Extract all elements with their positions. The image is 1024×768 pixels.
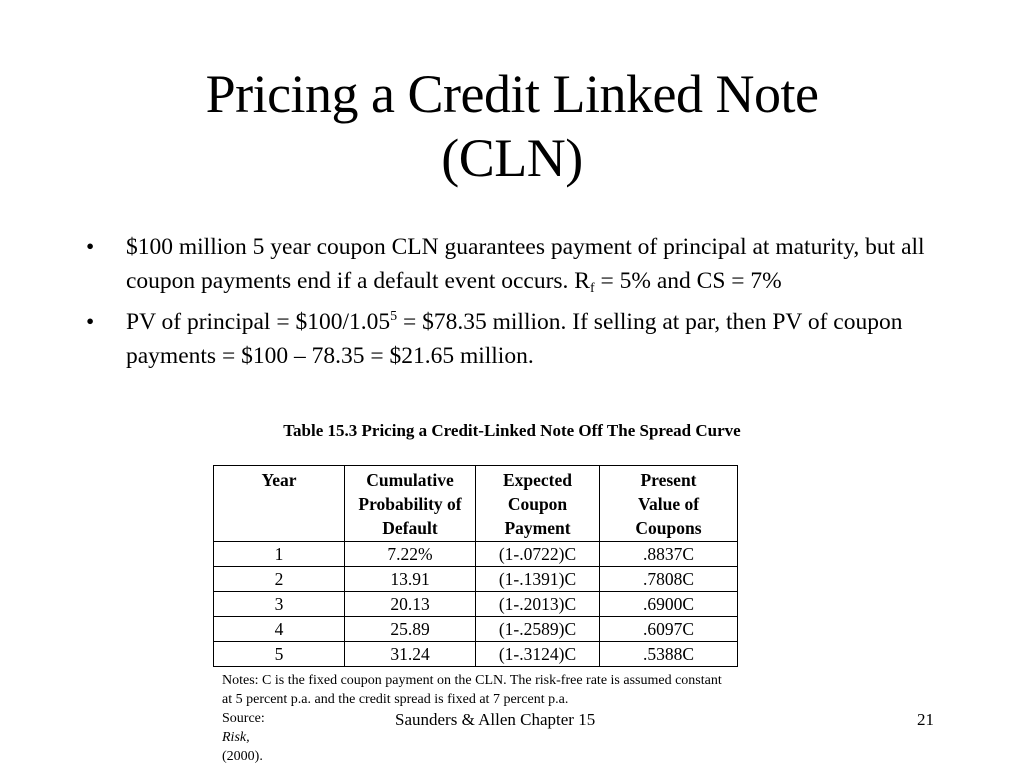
header-cumulative-probability <box>345 466 476 542</box>
slide-number: 21 <box>917 710 934 729</box>
table-header-row <box>214 466 738 542</box>
bullet-item <box>86 305 926 373</box>
cell-expected-coupon: (1-.1391)C <box>476 567 600 592</box>
slide-title-line-1: Pricing a Credit Linked Note <box>205 64 819 124</box>
cell-present-value: .8837C <box>600 542 738 567</box>
cell-cumulative-probability: 20.13 <box>345 592 476 617</box>
bullet-marker: • <box>86 309 95 335</box>
cln-pricing-table <box>213 465 738 667</box>
bullet-text: $100 million 5 year coupon CLN guarantees payment of principal at maturity, but all coupon payments end if a default event occurs. R <box>126 234 925 294</box>
cell-expected-coupon: (1-.0722)C <box>476 542 600 567</box>
footer-text: Saunders & Allen Chapter 15 <box>395 710 596 729</box>
cell-year: 5 <box>214 642 345 667</box>
source-year: (2000). <box>222 749 263 764</box>
cell-expected-coupon: (1-.2589)C <box>476 617 600 642</box>
cell-year: 4 <box>214 617 345 642</box>
table-row <box>214 592 738 617</box>
source-label: Source: <box>222 711 265 726</box>
header-line: Payment <box>504 518 571 538</box>
header-line: Coupons <box>635 518 702 538</box>
cell-present-value: .6900C <box>600 592 738 617</box>
table-row <box>214 617 738 642</box>
bullet-list <box>86 230 926 380</box>
cell-year: 2 <box>214 567 345 592</box>
bullet-superscript: 5 <box>390 309 398 324</box>
cell-expected-coupon: (1-.2013)C <box>476 592 600 617</box>
table-caption: Table 15.3 Pricing a Credit-Linked Note Off The Spread Curve <box>283 421 741 440</box>
bullet-subscript: f <box>589 281 595 296</box>
table-row <box>214 642 738 667</box>
cell-year: 3 <box>214 592 345 617</box>
bullet-text: PV of principal = $100/1.05 <box>126 309 391 335</box>
slide-title <box>0 62 1024 190</box>
bullet-text-continued: = 5% and CS = 7% <box>594 268 782 294</box>
bullet-text-continued: = $78.35 million. If selling at par, then PV of coupon payments = $100 – 78.35 = $21.65 million. <box>126 309 903 369</box>
cell-present-value: .5388C <box>600 642 738 667</box>
header-line: Cumulative <box>366 470 454 490</box>
bullet-marker: • <box>86 234 95 260</box>
cell-cumulative-probability: 25.89 <box>345 617 476 642</box>
slide-title-line-2: (CLN) <box>441 128 583 188</box>
cell-year: 1 <box>214 542 345 567</box>
cell-cumulative-probability: 13.91 <box>345 567 476 592</box>
header-line: Expected <box>502 470 573 490</box>
cell-cumulative-probability: 7.22% <box>345 542 476 567</box>
table-row <box>214 542 738 567</box>
header-line: Default <box>382 518 438 538</box>
cell-expected-coupon: (1-.3124)C <box>476 642 600 667</box>
cell-present-value: .6097C <box>600 617 738 642</box>
source-title: Risk, <box>222 730 250 745</box>
header-line: Probability of <box>358 494 462 514</box>
cell-present-value: .7808C <box>600 567 738 592</box>
header-line: Coupon <box>507 494 568 514</box>
header-expected-coupon <box>476 466 600 542</box>
header-year <box>214 466 345 542</box>
header-line: Value of <box>637 494 700 514</box>
bullet-item <box>86 230 926 298</box>
notes-line-1: Notes: C is the fixed coupon payment on the CLN. The risk-free rate is assumed constant <box>222 673 722 688</box>
header-present-value <box>600 466 738 542</box>
header-line: Present <box>640 470 697 490</box>
table-row <box>214 567 738 592</box>
header-line: Year <box>261 470 297 490</box>
notes-line-2: at 5 percent p.a. and the credit spread is fixed at 7 percent p.a. <box>222 692 569 707</box>
cell-cumulative-probability: 31.24 <box>345 642 476 667</box>
